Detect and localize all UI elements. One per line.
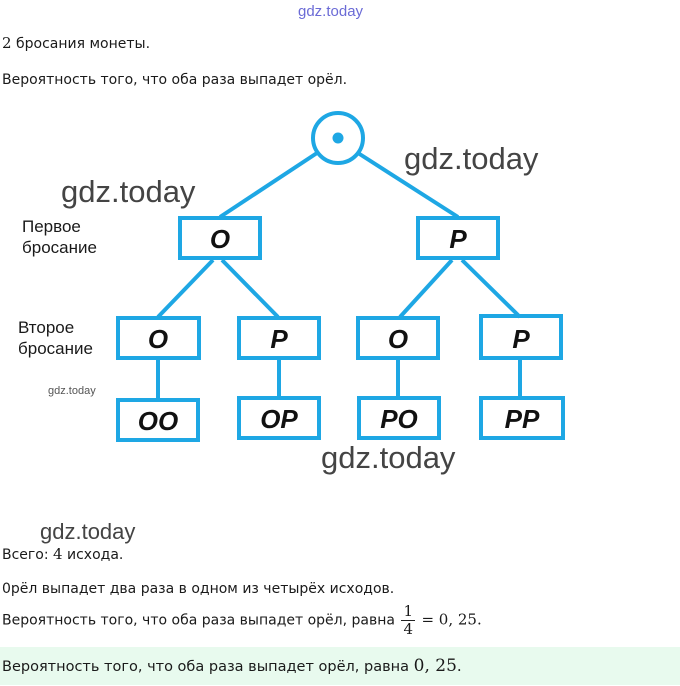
total-line: [2, 545, 123, 563]
node-outcome-pp-label: РР: [504, 404, 540, 434]
node-outcome-po-label: РО: [380, 404, 418, 434]
second-toss-label-line1: Второе: [18, 318, 75, 337]
tosses-number: 2: [2, 34, 12, 52]
fraction-numerator: 1: [403, 602, 413, 620]
tree-root-dot: [333, 133, 344, 144]
answer-end: .: [456, 657, 462, 675]
question-line: Вероятность того, что оба раза выпадет орёл.: [2, 72, 348, 88]
probability-line: [2, 603, 482, 638]
edge-o-p: [222, 260, 278, 317]
node-first-p-label: Р: [449, 224, 467, 254]
node-second-p-2-label: Р: [512, 324, 530, 354]
total-number: 4: [53, 545, 63, 563]
node-outcome-op-label: ОР: [260, 404, 298, 434]
second-toss-label: [18, 317, 93, 359]
tosses-text: бросания монеты.: [16, 36, 151, 52]
node-second-o-2-label: О: [387, 324, 409, 354]
second-toss-label-line2: бросание: [18, 339, 93, 358]
node-first-o-label: О: [209, 224, 231, 254]
first-toss-label-line1: Первое: [22, 217, 81, 236]
edge-p-p: [462, 260, 520, 317]
tosses-line: [2, 34, 150, 52]
edge-root-o: [220, 153, 317, 217]
first-toss-label-line2: бросание: [22, 238, 97, 257]
watermark-lower: gdz.today: [40, 519, 136, 544]
answer-box: [0, 647, 680, 685]
first-toss-label: [22, 216, 97, 258]
fraction-result: = 0, 25.: [421, 610, 482, 629]
total-suffix: исхода.: [67, 547, 124, 563]
watermark-left: gdz.today: [61, 174, 196, 209]
watermark-bottom: gdz.today: [321, 440, 456, 475]
node-second-o-1-label: О: [147, 324, 169, 354]
watermark-top: gdz.today: [298, 3, 364, 20]
probability-prefix: Вероятность того, что оба раза выпадет орёл, равна: [2, 612, 395, 629]
probability-fraction: [401, 603, 415, 638]
node-second-p-1-label: Р: [270, 324, 288, 354]
edge-p-o: [400, 260, 452, 317]
watermark-small: gdz.today: [48, 385, 96, 397]
edge-o-o: [158, 260, 213, 317]
node-outcome-oo-label: ОО: [137, 406, 179, 436]
heads-twice-line: 0рёл выпадет два раза в одном из четырёх исходов.: [2, 581, 395, 597]
probability-tree-diagram: [0, 100, 680, 450]
watermark-right: gdz.today: [404, 141, 539, 176]
total-prefix: Всего:: [2, 547, 49, 563]
answer-value: 0, 25: [413, 656, 457, 676]
answer-prefix: Вероятность того, что оба раза выпадет орёл, равна: [2, 659, 410, 675]
fraction-denominator: 4: [403, 620, 413, 638]
